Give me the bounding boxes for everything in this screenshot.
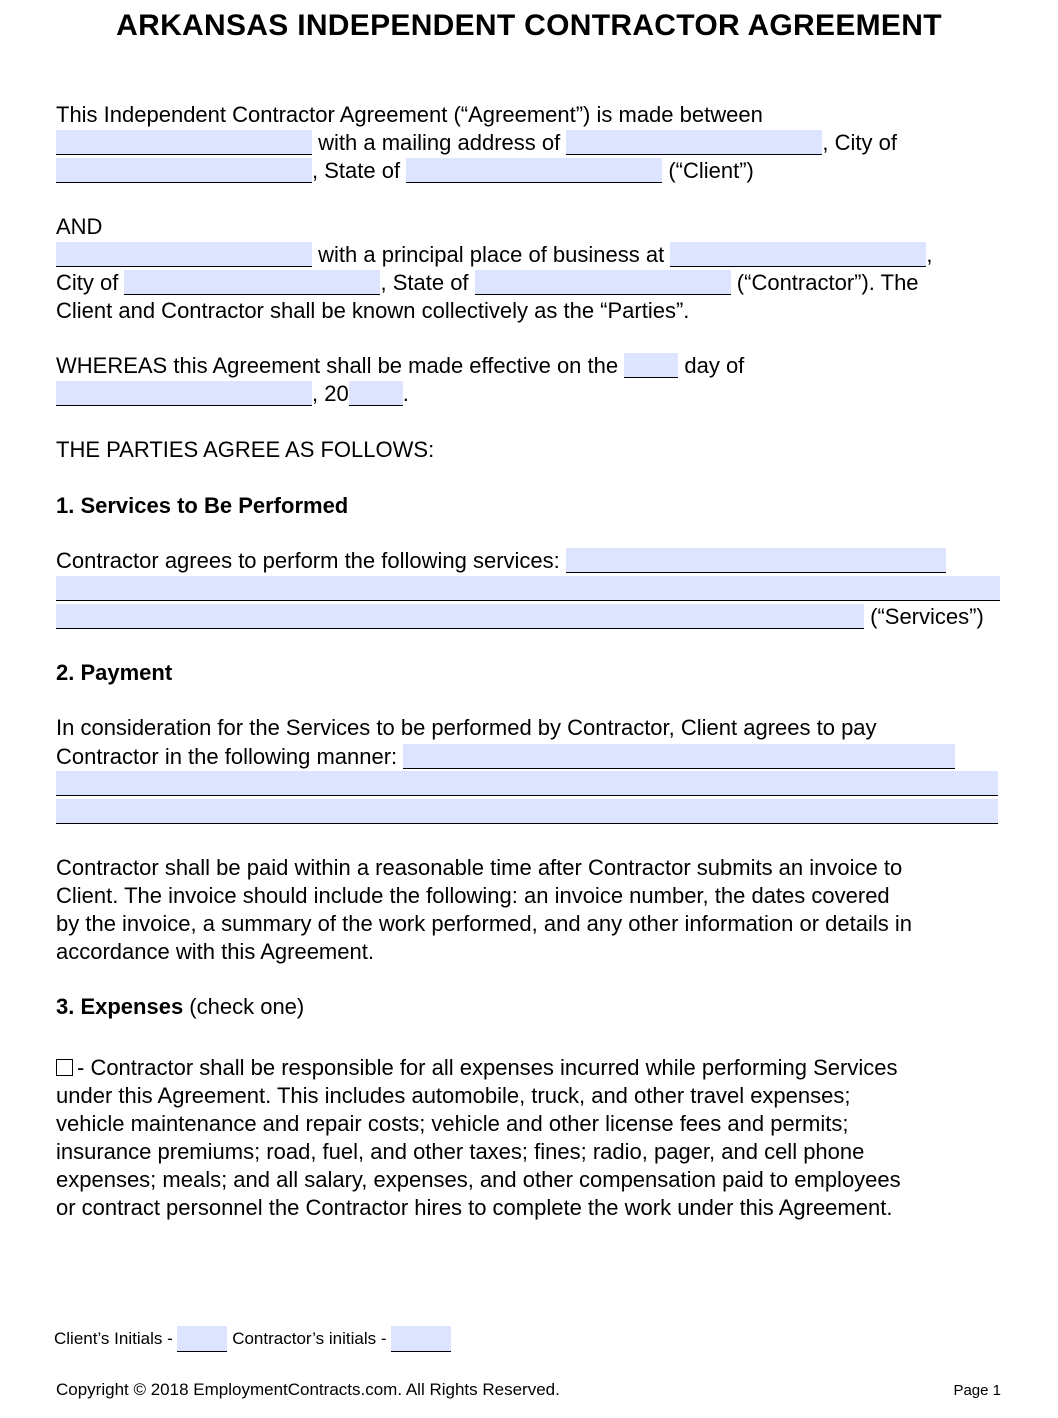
whereas-line-2: , 20 . xyxy=(56,380,409,408)
client-address-field[interactable] xyxy=(566,130,822,155)
page-number: Page 1 xyxy=(953,1382,1001,1399)
section-1-heading: 1. Services to Be Performed xyxy=(56,493,349,518)
section-2-heading: 2. Payment xyxy=(56,660,173,685)
parties-line: Client and Contractor shall be known collectively as the “Parties”. xyxy=(56,298,690,323)
contractor-state-field[interactable] xyxy=(475,270,731,295)
copyright-notice: Copyright © 2018 EmploymentContracts.com. All Rights Reserved. xyxy=(56,1380,560,1399)
client-name-field[interactable] xyxy=(56,130,312,155)
intro-line-1: This Independent Contractor Agreement (“Agreement”) is made between xyxy=(56,102,763,127)
services-line-1: Contractor agrees to perform the following services: xyxy=(56,547,946,575)
payment-line-1: In consideration for the Services to be performed by Contractor, Client agrees to pay xyxy=(56,715,877,740)
expenses-line-2: under this Agreement. This includes automobile, truck, and other travel expenses; xyxy=(56,1083,851,1108)
contractor-city-field[interactable] xyxy=(124,270,380,295)
intro-line-3: , State of (“Client”) xyxy=(56,157,754,185)
invoice-line-4: accordance with this Agreement. xyxy=(56,939,374,964)
payment-field-1[interactable] xyxy=(403,744,955,769)
document-title: ARKANSAS INDEPENDENT CONTRACTOR AGREEMENT xyxy=(116,9,942,42)
effective-day-field[interactable] xyxy=(624,353,678,378)
expenses-line-1: - Contractor shall be responsible for all expenses incurred while performing Services xyxy=(56,1054,898,1082)
initials-row: Client’s Initials - Contractor’s initials - xyxy=(54,1326,451,1352)
contractor-line-1: with a principal place of business at , xyxy=(56,241,932,269)
whereas-line-1: WHEREAS this Agreement shall be made effective on the day of xyxy=(56,353,745,378)
expenses-line-4: insurance premiums; road, fuel, and other taxes; fines; radio, pager, and cell phone xyxy=(56,1139,865,1164)
contractor-address-field[interactable] xyxy=(670,242,926,267)
contractor-name-field[interactable] xyxy=(56,242,312,267)
client-state-field[interactable] xyxy=(406,158,662,183)
client-initials-field[interactable] xyxy=(177,1326,227,1352)
agree-heading: THE PARTIES AGREE AS FOLLOWS: xyxy=(56,437,435,462)
invoice-line-1: Contractor shall be paid within a reasonable time after Contractor submits an invoice to xyxy=(56,855,903,880)
expenses-line-6: or contract personnel the Contractor hires to complete the work under this Agreement. xyxy=(56,1195,893,1220)
expenses-line-5: expenses; meals; and all salary, expenses, and other compensation paid to employees xyxy=(56,1167,901,1192)
and-label: AND xyxy=(56,214,103,239)
payment-field-2[interactable] xyxy=(56,771,998,796)
effective-year-field[interactable] xyxy=(349,381,403,406)
invoice-line-3: by the invoice, a summary of the work performed, and any other information or details in xyxy=(56,911,912,936)
payment-field-3[interactable] xyxy=(56,799,998,824)
services-field-1[interactable] xyxy=(566,548,946,573)
services-line-3: (“Services”) xyxy=(56,603,984,631)
effective-month-field[interactable] xyxy=(56,381,312,406)
services-field-3[interactable] xyxy=(56,604,864,629)
expenses-checkbox[interactable] xyxy=(56,1059,73,1076)
payment-line-2: Contractor in the following manner: xyxy=(56,743,955,771)
expenses-line-3: vehicle maintenance and repair costs; vehicle and other license fees and permits; xyxy=(56,1111,849,1136)
client-city-field[interactable] xyxy=(56,158,312,183)
section-3-heading: 3. Expenses (check one) xyxy=(56,994,305,1019)
contractor-line-2: City of , State of (“Contractor”). The xyxy=(56,270,919,295)
intro-line-2: with a mailing address of , City of xyxy=(56,129,897,157)
services-field-2[interactable] xyxy=(56,576,1000,601)
contractor-initials-field[interactable] xyxy=(391,1326,451,1352)
invoice-line-2: Client. The invoice should include the following: an invoice number, the dates covered xyxy=(56,883,890,908)
